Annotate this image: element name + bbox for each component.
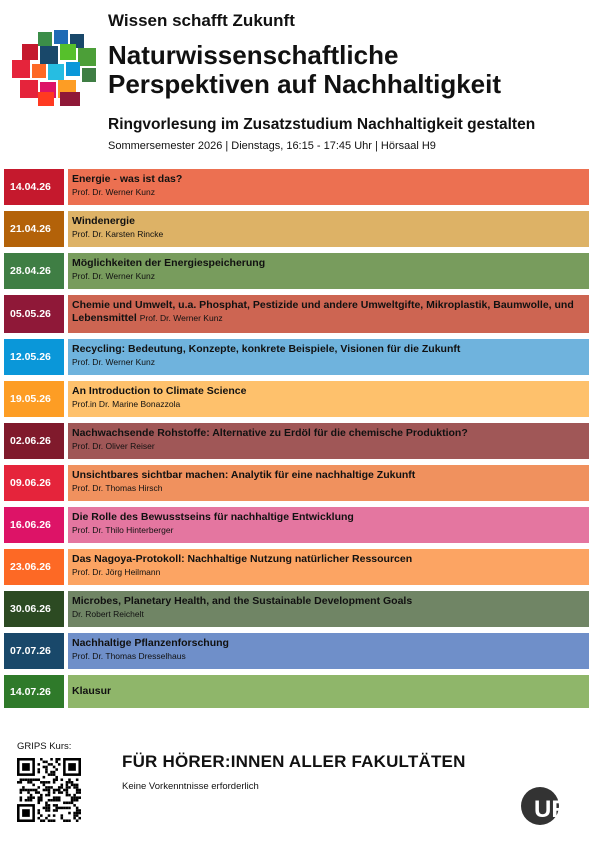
lecture-row [4,339,589,375]
lecture-topic: Die Rolle des Bewusstseins für nachhaltige Entwicklung [72,511,354,523]
lecture-speaker: Prof. Dr. Werner Kunz [72,357,155,367]
lecture-speaker: Prof. Dr. Werner Kunz [72,271,155,281]
lecture-details [68,633,589,669]
lecture-topic: Möglichkeiten der Energiespeicherung [72,257,266,269]
lecture-topic: Klausur [72,685,112,697]
lecture-details [68,423,589,459]
lecture-speaker: Prof. Dr. Jörg Heilmann [72,567,161,577]
title-line-2: Perspektiven auf Nachhaltigkeit [108,69,502,99]
lecture-topic: Recycling: Bedeutung, Konzepte, konkrete Beispiele, Visionen für die Zukunft [72,343,461,355]
lecture-row [4,633,589,669]
lecture-details [68,507,589,543]
lecture-topic: Windenergie [72,215,135,227]
lecture-details [68,381,589,417]
lecture-details [68,591,589,627]
title-line-1: Naturwissenschaftliche [108,40,399,70]
lecture-details [68,253,589,289]
lecture-date: 21.04.26 [4,211,64,247]
lecture-date: 07.07.26 [4,633,64,669]
lecture-topic: Nachhaltige Pflanzenforschung [72,637,229,649]
grips-label: GRIPS Kurs: [17,741,72,752]
lecture-speaker: Dr. Robert Reichelt [72,609,144,619]
lecture-speaker: Prof.in Dr. Marine Bonazzola [72,399,181,409]
lecture-speaker: Prof. Dr. Oliver Reiser [72,441,155,451]
lecture-row [4,253,589,289]
lecture-row [4,465,589,501]
lecture-topic: Das Nagoya-Protokoll: Nachhaltige Nutzung natürlicher Ressourcen [72,553,413,565]
lecture-topic: An Introduction to Climate Science [72,385,247,397]
lecture-details [68,339,589,375]
page-title [108,41,588,99]
lecture-row [4,675,589,708]
lecture-details [68,295,589,333]
lecture-schedule [4,169,589,714]
lecture-date: 14.07.26 [4,675,64,708]
lecture-topic-text: Chemie und Umwelt, u.a. Phosphat, Pestizide und andere Umweltgifte, Mikroplastik, Baumwolle, und Lebensmittel [72,299,574,324]
lecture-date: 05.05.26 [4,295,64,333]
lecture-speaker: Prof. Dr. Thomas Dresselhaus [72,651,186,661]
lecture-date: 12.05.26 [4,339,64,375]
lecture-date: 16.06.26 [4,507,64,543]
lecture-date: 23.06.26 [4,549,64,585]
lecture-details [68,211,589,247]
lecture-row [4,169,589,205]
lecture-topic: Energie - was ist das? [72,173,183,185]
lecture-details [68,465,589,501]
kicker-heading: Wissen schafft Zukunft [108,11,295,30]
university-logo [520,786,578,826]
lecture-row [4,423,589,459]
lecture-speaker: Prof. Dr. Thomas Hirsch [72,483,163,493]
lecture-details [68,169,589,205]
lecture-row [4,507,589,543]
lecture-details [68,549,589,585]
subtitle: Ringvorlesung im Zusatzstudium Nachhaltigkeit gestalten [108,116,536,133]
lecture-date: 30.06.26 [4,591,64,627]
qr-code[interactable] [17,758,81,822]
lecture-topic: Nachwachsende Rohstoffe: Alternative zu Erdöl für die chemische Produktion? [72,427,468,439]
lecture-speaker: Prof. Dr. Werner Kunz [139,313,223,323]
lecture-topic [72,299,585,325]
sdg-squares-logo [10,30,102,108]
lecture-date: 28.04.26 [4,253,64,289]
lecture-speaker: Prof. Dr. Werner Kunz [72,187,155,197]
ur-logo-text: UR [534,796,569,823]
lecture-row [4,295,589,333]
lecture-speaker: Prof. Dr. Thilo Hinterberger [72,525,174,535]
lecture-date: 09.06.26 [4,465,64,501]
lecture-details [68,675,589,708]
lecture-speaker: Prof. Dr. Karsten Rincke [72,229,164,239]
prerequisites-note: Keine Vorkenntnisse erforderlich [122,781,259,792]
lecture-topic: Unsichtbares sichtbar machen: Analytik für eine nachhaltige Zukunft [72,469,416,481]
lecture-row [4,381,589,417]
lecture-date: 14.04.26 [4,169,64,205]
lecture-row [4,211,589,247]
lecture-row [4,591,589,627]
lecture-topic: Microbes, Planetary Health, and the Sustainable Development Goals [72,595,413,607]
semester-info: Sommersemester 2026 | Dienstags, 16:15 - 17:45 Uhr | Hörsaal H9 [108,140,436,152]
audience-heading: FÜR HÖRER:INNEN ALLER FAKULTÄTEN [122,752,466,771]
lecture-date: 02.06.26 [4,423,64,459]
lecture-date: 19.05.26 [4,381,64,417]
lecture-row [4,549,589,585]
